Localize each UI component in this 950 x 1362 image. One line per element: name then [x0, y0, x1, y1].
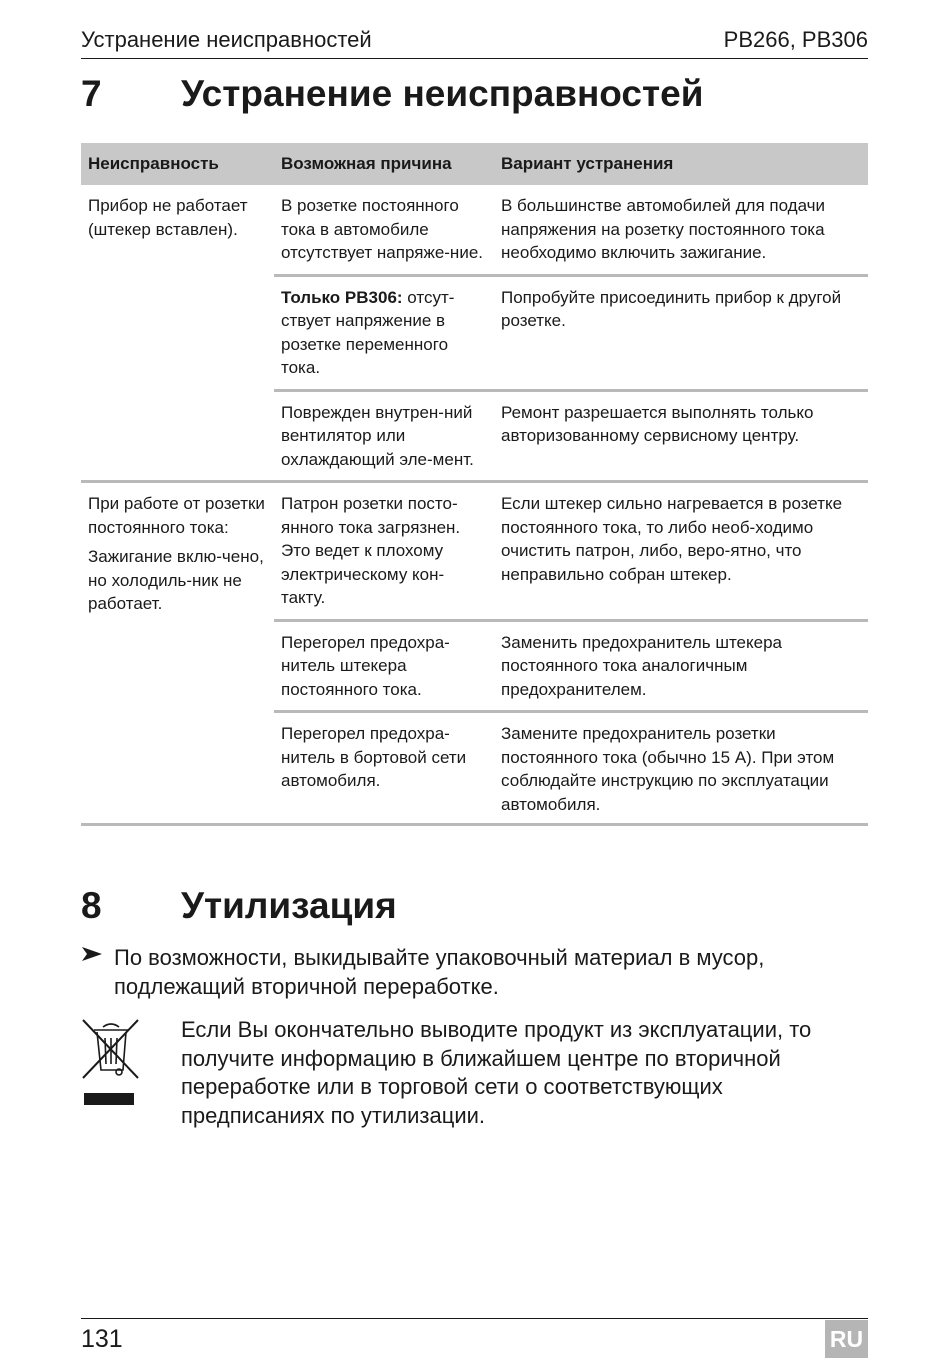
section-8-number: 8: [81, 885, 102, 926]
column-header-remedy: Вариант устранения: [494, 143, 868, 185]
fault-text: Прибор не работает (штекер вставлен).: [88, 196, 248, 239]
remedy-cell: Если штекер сильно нагревается в розетке постоянного тока, то либо необ-ходимо очистить патрон, либо, веро-ятно, что неправильно собран штекер.: [494, 482, 868, 621]
weee-disposal-text: Если Вы окончательно выводите продукт из эксплуатации, то получите информацию в ближайшем центре по вторичной переработке или в торговой сети о соответствующих предписаниях по утилизации.: [181, 1017, 812, 1128]
table-row: [81, 185, 868, 275]
cause-cell: Перегорел предохра-нитель штекера постоянного тока.: [274, 620, 494, 712]
fault-cell: [81, 185, 274, 482]
cause-cell: В розетке постоянного тока в автомобиле отсутствует напряже-ние.: [281, 196, 483, 262]
cause-cell: Перегорел предохра-нитель в бортовой сети автомобиля.: [274, 712, 494, 825]
remedy-cell: Ремонт разрешается выполнять только авторизованному сервисному центру.: [494, 390, 868, 482]
section-8-heading: [81, 884, 868, 928]
column-header-fault: Неисправность: [81, 143, 274, 185]
section-7-number: 7: [81, 73, 102, 114]
crossed-out-wheelie-bin-icon: [81, 1018, 141, 1110]
cause-cell: Поврежден внутрен-ний вентилятор или охлаждающий эле-мент.: [274, 390, 494, 482]
cause-cell: [274, 275, 494, 390]
troubleshooting-table: [81, 143, 868, 826]
page-number: 131: [81, 1325, 123, 1353]
table-header-row: [81, 143, 868, 185]
fault-text: Зажигание вклю-чено, но холодиль-ник не работает.: [88, 547, 264, 613]
header-model-names: PB266, PB306: [723, 27, 868, 52]
remedy-cell: Заменить предохранитель штекера постоянного тока аналогичным предохранителем.: [494, 620, 868, 712]
cause-text: отсут-ствует напряжение в розетке переменного тока.: [281, 287, 455, 377]
arrow-bullet-icon: [81, 943, 103, 972]
fault-text: При работе от розетки постоянного тока:: [88, 494, 265, 537]
section-8-title: Утилизация: [181, 885, 397, 926]
disposal-instruction-text: По возможности, выкидывайте упаковочный материал в мусор, подлежащий вторичной переработке.: [114, 945, 765, 999]
table-row: [81, 482, 868, 621]
header-chapter-title: Устранение неисправностей: [81, 27, 372, 52]
section-7-title: Устранение неисправностей: [181, 73, 704, 114]
running-header: [81, 26, 868, 59]
footer-divider: [81, 1318, 868, 1319]
remedy-cell: Попробуйте присоединить прибор к другой розетке.: [494, 275, 868, 390]
remedy-cell: Замените предохранитель розетки постоянного тока (обычно 15 А). При этом соблюдайте инструкцию по эксплуатации автомобиля.: [494, 712, 868, 825]
cause-cell: Патрон розетки посто-янного тока загрязнен. Это ведет к плохому электрическому кон-такту.: [274, 482, 494, 621]
language-badge: RU: [825, 1320, 868, 1358]
remedy-cell: В большинстве автомобилей для подачи напряжения на розетку постоянного тока необходимо включить зажигание.: [501, 196, 826, 262]
fault-cell: [81, 482, 274, 825]
cause-model-note: Только PB306:: [281, 287, 403, 307]
column-header-cause: Возможная причина: [274, 143, 494, 185]
section-7-heading: [81, 72, 868, 116]
